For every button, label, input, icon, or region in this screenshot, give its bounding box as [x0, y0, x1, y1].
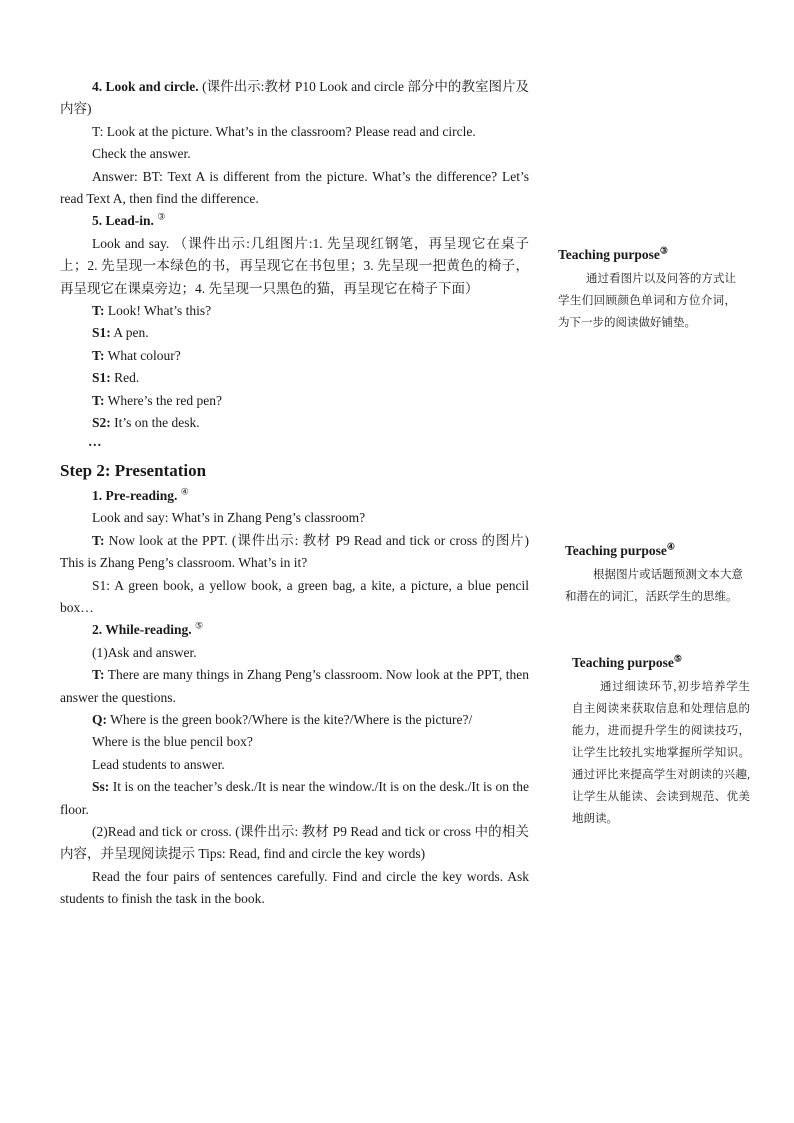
while-reading-teacher — [60, 664, 529, 709]
speaker: T: — [92, 667, 105, 683]
while-reading-note-marker: ⑤ — [195, 620, 204, 631]
lead-in-line — [60, 210, 529, 232]
dialogue-text: It’s on the desk. — [110, 415, 200, 431]
dialogue-line — [60, 300, 529, 322]
students-answer-line — [60, 776, 529, 821]
dialogue-speaker: T: — [92, 303, 105, 319]
lesson-main-column — [60, 76, 529, 911]
dialogue-text: Look! What’s this? — [104, 303, 212, 319]
lead-in-look-say: Look and say. （课件出示:几组图片:1. 先呈现红钢笔，再呈现它在桌子上；2. 先呈现一本绿色的书，再呈现它在书包里；3. 先呈现一把黄色的椅子，再呈现它在课桌旁边；4. 先呈现一只黑色的猫，再呈现它在椅子下面） — [60, 235, 529, 296]
look-circle-line — [60, 76, 529, 121]
lead-in-heading: 5. Lead-in. — [92, 213, 154, 229]
dialogue-speaker: T: — [92, 347, 105, 363]
dialogue-line — [60, 390, 529, 412]
teaching-purpose-note-marker: ⑤ — [673, 653, 682, 664]
while-reading-line — [60, 619, 529, 641]
teacher-text: There are many things in Zhang Peng’s classroom. Now look at the PPT, then answer the questions. — [60, 667, 529, 705]
dialogue-speaker: T: — [92, 392, 105, 408]
pre-reading-look-say: Look and say: What’s in Zhang Peng’s classroom? — [92, 510, 366, 526]
look-circle-heading-rest: (课件出示:教材 P10 Look and circle 部分中的教室图片及内容) — [60, 79, 529, 117]
teaching-purpose-text: 通过看图片以及问答的方式让学生们回顾颜色单词和方位介词，为下一步的阅读做好铺垫。 — [558, 272, 736, 329]
dialogue-line — [60, 367, 529, 389]
lead-in-dialogue — [60, 300, 529, 453]
ask-answer-line: (1)Ask and answer. — [92, 644, 197, 660]
teaching-purpose-title — [572, 652, 750, 674]
while-reading-heading: 2. While-reading. — [92, 622, 192, 638]
teaching-purpose-note-marker: ③ — [659, 245, 668, 256]
dialogue-speaker: S1: — [92, 370, 111, 386]
dialogue-line — [60, 345, 529, 367]
teaching-purpose-text: 根据图片或话题预测文本大意和潜在的词汇，活跃学生的思维。 — [565, 568, 743, 603]
look-circle-teacher-line: T: Look at the picture. What’s in the classroom? Please read and circle. — [92, 123, 476, 139]
teaching-purpose-4 — [565, 540, 743, 608]
dialogue-speaker: S1: — [92, 325, 111, 341]
teaching-purpose-label: Teaching purpose — [565, 543, 667, 558]
teaching-purpose-note-marker: ④ — [666, 541, 675, 552]
dialogue-text: What colour? — [104, 347, 181, 363]
pre-reading-student: S1: A green book, a yellow book, a green bag, a kite, a picture, a blue pencil box… — [60, 577, 529, 615]
look-circle-heading: 4. Look and circle. — [92, 79, 199, 94]
teaching-purpose-3 — [558, 244, 736, 334]
dialogue-text: Red. — [110, 370, 140, 386]
pre-reading-note-marker: ④ — [180, 486, 189, 497]
dialogue-ellipsis: … — [88, 433, 102, 449]
questions-line-2: Where is the blue pencil box? — [92, 734, 253, 750]
questions-line — [60, 709, 529, 731]
students-text: It is on the teacher’s desk./It is near the window./It is on the desk./It is on the floor. — [60, 779, 529, 817]
teaching-purpose-label: Teaching purpose — [558, 247, 660, 262]
dialogue-text: A pen. — [110, 325, 149, 341]
teaching-purpose-label: Teaching purpose — [572, 655, 674, 670]
answer-line: Answer: BT: Text A is different from the picture. What’s the difference? Let’s read Text A, then find the difference. — [60, 168, 529, 207]
speaker: Ss: — [92, 779, 110, 795]
teaching-purpose-title — [558, 244, 736, 266]
speaker: T: — [92, 532, 105, 548]
check-answer-line: Check the answer. — [92, 146, 191, 162]
pre-reading-heading: 1. Pre-reading. — [92, 487, 178, 503]
lead-in-note-marker: ③ — [157, 211, 166, 222]
teaching-purpose-text: 通过细读环节,初步培养学生自主阅读来获取信息和处理信息的能力，进而提升学生的阅读技巧，让学生比较扎实地掌握所学知识。通过评比来提高学生对朗读的兴趣,让学生从能读、会读到规范、优美地朗读。 — [572, 680, 750, 825]
teacher-text: Now look at the PPT. (课件出示: 教材 P9 Read and tick or cross 的图片) This is Zhang Peng’s classroom. What’s in it? — [60, 532, 529, 571]
speaker: Q: — [92, 711, 107, 727]
dialogue-speaker: S2: — [92, 415, 111, 431]
pre-reading-teacher — [60, 530, 529, 575]
teaching-purpose-5 — [572, 652, 750, 830]
teaching-purpose-title — [565, 540, 743, 562]
read-tick-line: (2)Read and tick or cross. (课件出示: 教材 P9 Read and tick or cross 中的相关内容，并呈现阅读提示 Tips: Read, find and circle the key words) — [60, 824, 529, 862]
dialogue-text: Where’s the red pen? — [104, 392, 222, 408]
dialogue-line — [60, 322, 529, 344]
read-four-pairs-line: Read the four pairs of sentences carefully. Find and circle the key words. Ask students to finish the task in the book. — [60, 868, 529, 907]
lead-students-line: Lead students to answer. — [92, 756, 225, 772]
step2-heading: Step 2: Presentation — [60, 460, 207, 480]
questions-text: Where is the green book?/Where is the kite?/Where is the picture?/ — [107, 711, 473, 727]
pre-reading-line — [60, 485, 529, 507]
